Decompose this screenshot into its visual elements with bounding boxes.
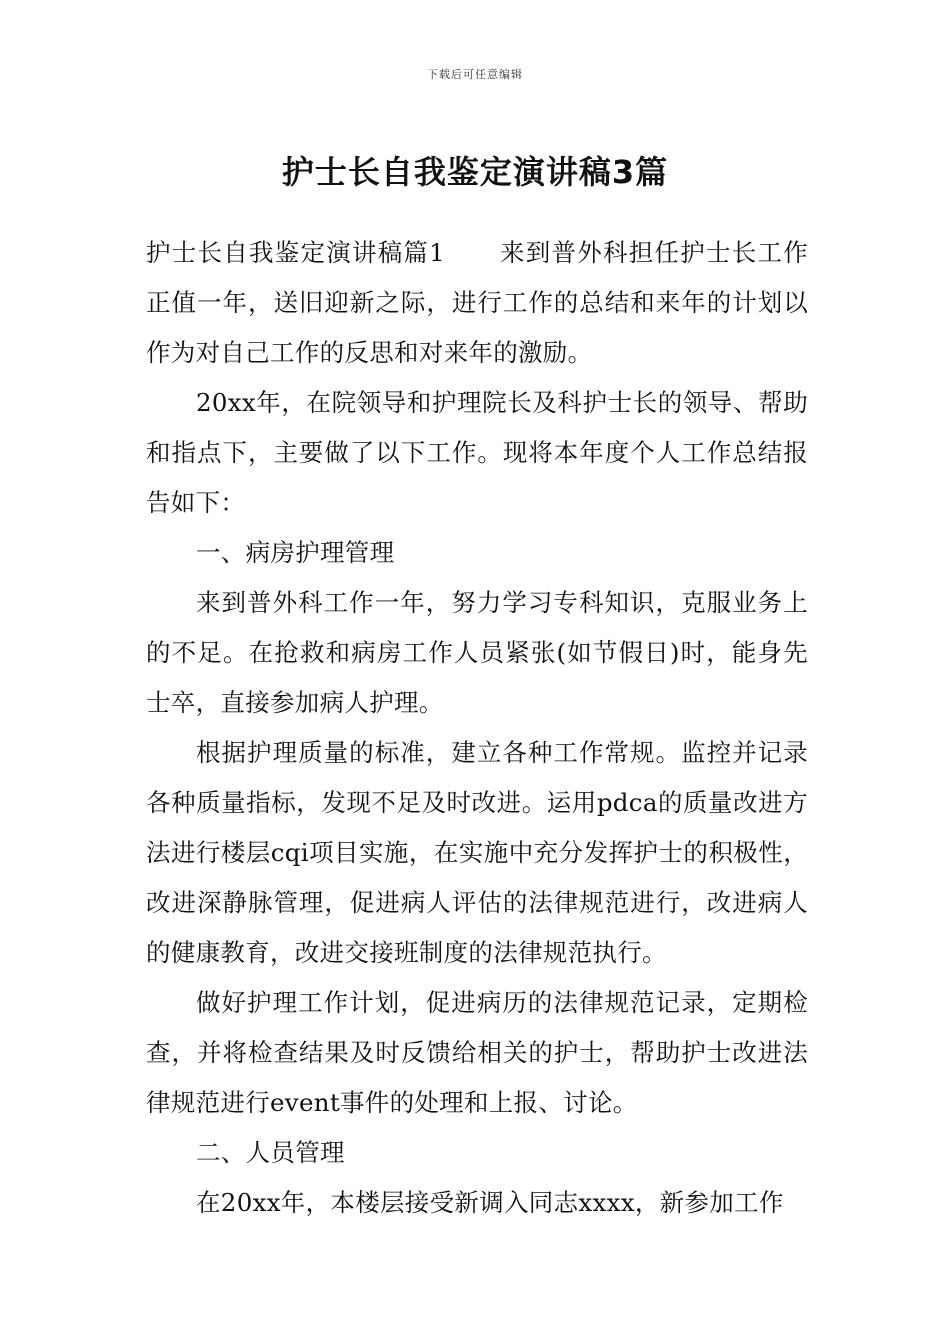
paragraph: 20xx年，在院领导和护理院长及科护士长的领导、帮助和指点下，主要做了以下工作。现将本年度个人工作总结报告如下：: [146, 388, 808, 517]
paragraph-text: 来到普外科担任护士长工作正值一年，送旧迎新之际，进行工作的总结和来年的计划以作为对自己工作的反思和对来年的激励。: [146, 238, 809, 367]
section-lead-title: 护士长自我鉴定演讲稿篇1: [146, 238, 446, 267]
document-body: [146, 228, 808, 1228]
paragraph: 根据护理质量的标准，建立各种工作常规。监控并记录各种质量指标，发现不足及时改进。运用pdca的质量改进方法进行楼层cqi项目实施，在实施中充分发挥护士的积极性，改进深静脉管理，促进病人评估的法律规范进行，改进病人的健康教育，改进交接班制度的法律规范执行。: [146, 738, 808, 967]
section-heading-staff-management: 二、人员管理: [196, 1138, 345, 1167]
paragraph-intro: [146, 228, 808, 378]
header-note: 下载后可任意编辑: [427, 68, 523, 81]
paragraph: 在20xx年，本楼层接受新调入同志xxxx，新参加工作: [196, 1188, 784, 1217]
paragraph: 做好护理工作计划，促进病历的法律规范记录，定期检查，并将检查结果及时反馈给相关的护士，帮助护士改进法律规范进行event事件的处理和上报、讨论。: [146, 988, 808, 1117]
section-heading-ward-management: 一、病房护理管理: [196, 538, 395, 567]
paragraph: 来到普外科工作一年，努力学习专科知识，克服业务上的不足。在抢救和病房工作人员紧张(如节假日)时，能身先士卒，直接参加病人护理。: [146, 588, 808, 717]
document-title: 护士长自我鉴定演讲稿3篇: [281, 153, 669, 192]
